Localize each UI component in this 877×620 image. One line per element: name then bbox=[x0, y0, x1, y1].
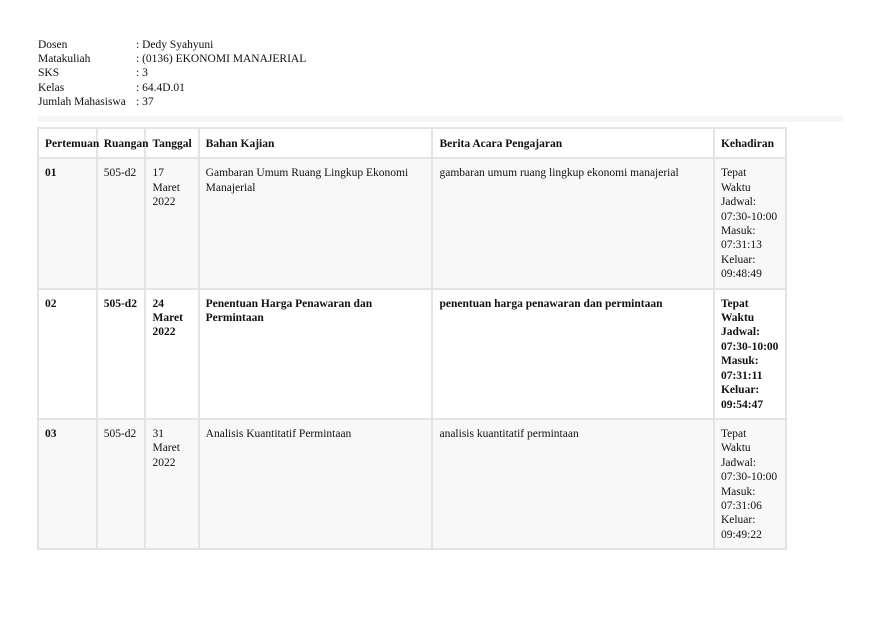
cell-berita-acara: analisis kuantitatif permintaan bbox=[432, 419, 713, 549]
kehadiran-masuk-label: Masuk: bbox=[720, 225, 756, 238]
table-header-row bbox=[38, 128, 786, 158]
cell-pertemuan: 02 bbox=[38, 289, 97, 419]
kehadiran-masuk-value: 07:31:11 bbox=[720, 369, 763, 382]
info-value: : (0136) EKONOMI MANAJERIAL bbox=[136, 53, 307, 66]
cell-tanggal: 17 Maret 2022 bbox=[145, 158, 198, 288]
kehadiran-status: Waktu bbox=[720, 312, 755, 325]
cell-berita-acara: penentuan harga penawaran dan permintaan bbox=[432, 289, 713, 419]
table-row bbox=[38, 289, 786, 419]
kehadiran-status: Tepat bbox=[720, 167, 747, 180]
info-row-sks bbox=[38, 66, 843, 80]
kehadiran-keluar-label: Keluar: bbox=[720, 253, 756, 266]
cell-ruangan: 505-d2 bbox=[97, 289, 146, 419]
table-row bbox=[38, 419, 786, 549]
info-value: : 64.4D.01 bbox=[136, 81, 185, 94]
info-divider-band bbox=[38, 116, 843, 122]
info-label: Kelas bbox=[38, 81, 65, 94]
info-label: SKS bbox=[38, 67, 60, 80]
cell-bahan-kajian: Analisis Kuantitatif Permintaan bbox=[199, 419, 433, 549]
info-row-kelas bbox=[38, 81, 843, 95]
header-kehadiran: Kehadiran bbox=[714, 128, 786, 158]
info-value: : 3 bbox=[136, 67, 148, 80]
info-row-jumlah-mahasiswa bbox=[38, 95, 843, 109]
kehadiran-masuk-label: Masuk: bbox=[720, 485, 756, 498]
info-value: : Dedy Syahyuni bbox=[136, 39, 214, 51]
kehadiran-masuk-value: 07:31:06 bbox=[720, 499, 762, 512]
header-pertemuan: Pertemuan bbox=[38, 128, 97, 158]
kehadiran-status: Tepat bbox=[720, 297, 749, 310]
kehadiran-status: Tepat bbox=[720, 427, 747, 440]
cell-kehadiran bbox=[714, 419, 786, 549]
info-label: Jumlah Mahasiswa bbox=[38, 95, 126, 108]
header-bahan-kajian: Bahan Kajian bbox=[199, 128, 433, 158]
info-row-dosen bbox=[38, 38, 843, 52]
cell-tanggal: 31 Maret 2022 bbox=[145, 419, 198, 549]
cell-pertemuan: 03 bbox=[38, 419, 97, 549]
kehadiran-status: Waktu bbox=[720, 181, 751, 194]
kehadiran-masuk-value: 07:31:13 bbox=[720, 239, 762, 252]
cell-berita-acara: gambaran umum ruang lingkup ekonomi manajerial bbox=[432, 158, 713, 288]
info-label: Dosen bbox=[38, 39, 68, 51]
info-value: : 37 bbox=[136, 95, 154, 108]
schedule-table bbox=[37, 127, 787, 550]
header-berita-acara: Berita Acara Pengajaran bbox=[432, 128, 713, 158]
header-ruangan: Ruangan bbox=[97, 128, 146, 158]
info-label: Matakuliah bbox=[38, 53, 91, 66]
kehadiran-status: Waktu bbox=[720, 442, 751, 455]
kehadiran-jadwal-label: Jadwal: bbox=[720, 196, 757, 209]
cell-kehadiran bbox=[714, 289, 786, 419]
kehadiran-jadwal-value: 07:30-10:00 bbox=[720, 210, 778, 223]
kehadiran-jadwal-value: 07:30-10:00 bbox=[720, 471, 778, 484]
cell-ruangan: 505-d2 bbox=[97, 419, 146, 549]
kehadiran-jadwal-value: 07:30-10:00 bbox=[720, 340, 779, 353]
kehadiran-keluar-label: Keluar: bbox=[720, 514, 756, 527]
cell-tanggal: 24 Maret 2022 bbox=[145, 289, 198, 419]
kehadiran-keluar-value: 09:54:47 bbox=[720, 398, 764, 411]
kehadiran-keluar-value: 09:48:49 bbox=[720, 268, 762, 281]
table-row bbox=[38, 158, 786, 288]
cell-kehadiran bbox=[714, 158, 786, 288]
cell-bahan-kajian: Penentuan Harga Penawaran dan Permintaan bbox=[199, 289, 433, 419]
kehadiran-keluar-label: Keluar: bbox=[720, 384, 760, 397]
info-row-matakuliah bbox=[38, 52, 843, 66]
kehadiran-keluar-value: 09:49:22 bbox=[720, 528, 762, 541]
kehadiran-masuk-label: Masuk: bbox=[720, 355, 759, 368]
header-tanggal: Tanggal bbox=[145, 128, 198, 158]
kehadiran-jadwal-label: Jadwal: bbox=[720, 456, 757, 469]
cell-ruangan: 505-d2 bbox=[97, 158, 146, 288]
cell-pertemuan: 01 bbox=[38, 158, 97, 288]
cell-bahan-kajian: Gambaran Umum Ruang Lingkup Ekonomi Manajerial bbox=[199, 158, 433, 288]
kehadiran-jadwal-label: Jadwal: bbox=[720, 326, 760, 339]
course-info bbox=[38, 38, 843, 115]
